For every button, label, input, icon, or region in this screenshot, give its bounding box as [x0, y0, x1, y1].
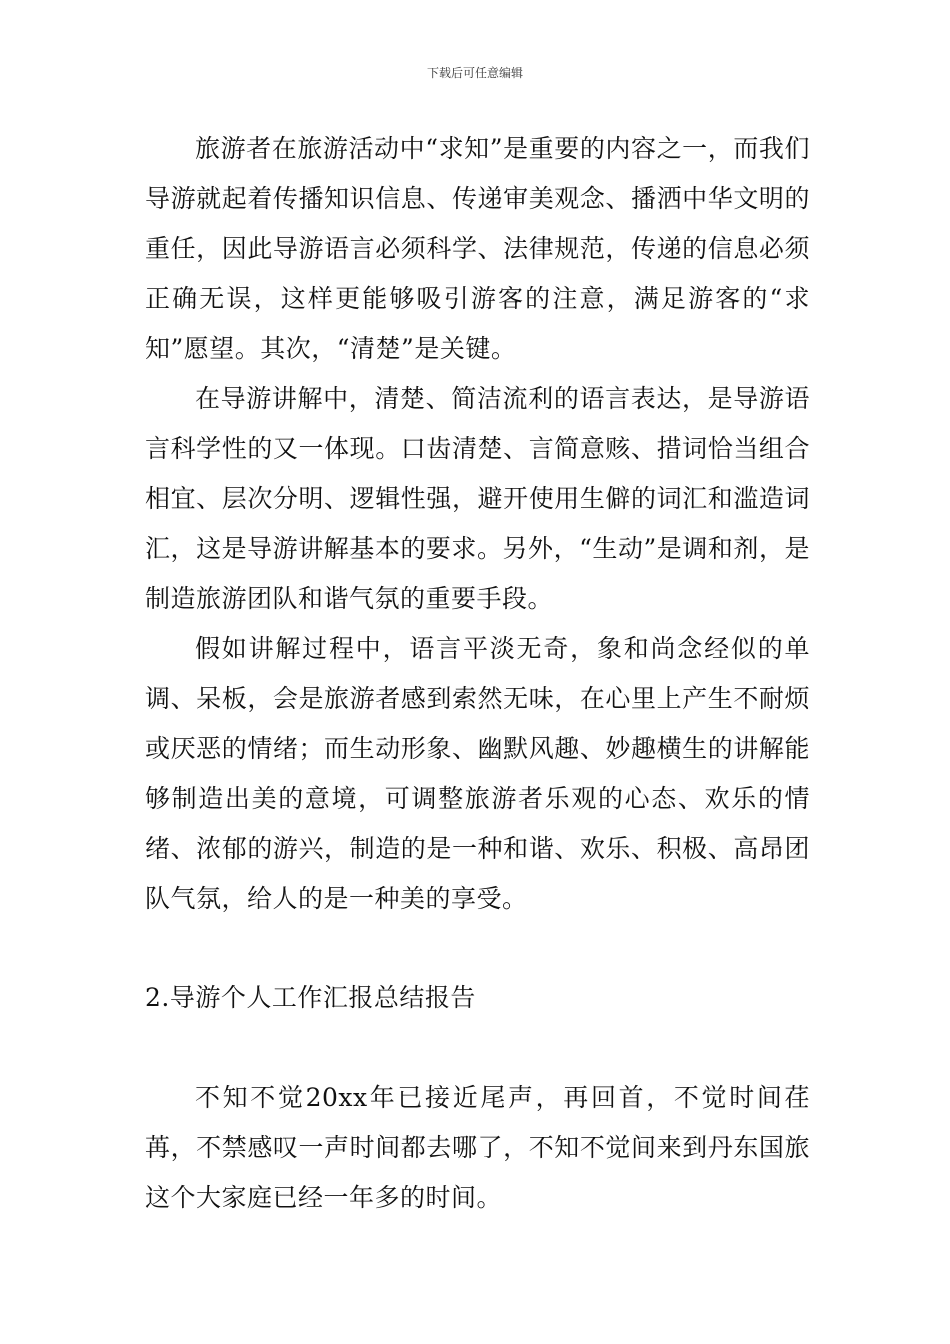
paragraph-4: 不知不觉20xx年已接近尾声，再回首，不觉时间荏苒，不禁感叹一声时间都去哪了，不知不觉间来到丹东国旅这个大家庭已经一年多的时间。 — [145, 1083, 810, 1212]
spacer — [145, 924, 810, 973]
document-body — [145, 124, 810, 1223]
paragraph-1: 旅游者在旅游活动中“求知”是重要的内容之一，而我们导游就起着传播知识信息、传递审美观念、播洒中华文明的重任，因此导游语言必须科学、法律规范，传递的信息必须正确无误，这样更能够吸引游客的注意，满足游客的“求知”愿望。其次，“清楚”是关键。 — [145, 134, 810, 363]
section-heading: 2.导游个人工作汇报总结报告 — [145, 983, 476, 1012]
paragraph-2: 在导游讲解中，清楚、简洁流利的语言表达，是导游语言科学性的又一体现。口齿清楚、言简意赅、措词恰当组合相宜、层次分明、逻辑性强，避开使用生僻的词汇和滥造词汇，这是导游讲解基本的要求。另外，“生动”是调和剂，是制造旅游团队和谐气氛的重要手段。 — [145, 384, 810, 613]
paragraph-3: 假如讲解过程中，语言平淡无奇，象和尚念经似的单调、呆板，会是旅游者感到索然无味，在心里上产生不耐烦或厌恶的情绪；而生动形象、幽默风趣、妙趣横生的讲解能够制造出美的意境，可调整旅游者乐观的心态、欢乐的情绪、浓郁的游兴，制造的是一种和谐、欢乐、积极、高昂团队气氛，给人的是一种美的享受。 — [145, 634, 810, 913]
page-header: 下载后可任意编辑 — [426, 66, 523, 80]
spacer — [145, 1023, 810, 1073]
